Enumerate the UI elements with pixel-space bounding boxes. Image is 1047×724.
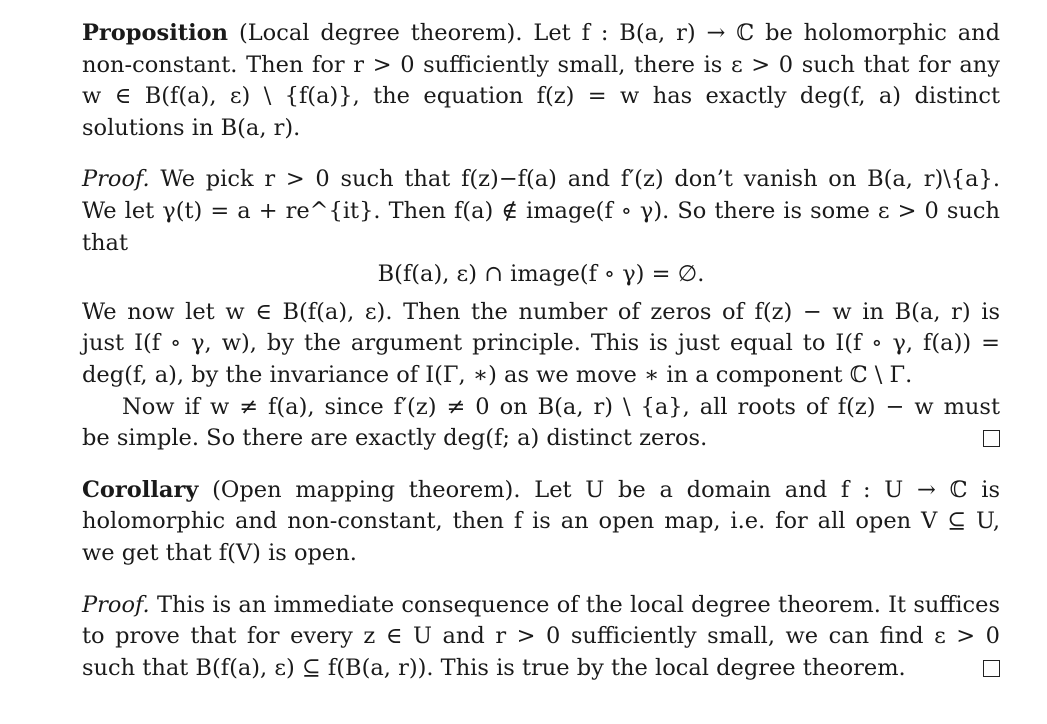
proposition-text: Let f : B(a, r) → ℂ be holomorphic and	[533, 20, 1001, 46]
corollary-label: Corollary	[82, 476, 199, 503]
proposition-block	[82, 18, 1000, 144]
proof1-line-4: We now let w ∈ B(f(a), ε). Then the number of zeros of f(z) − w in B(a, r) is	[82, 298, 1000, 325]
proof1-line-3: that	[82, 229, 128, 256]
display-equation: B(f(a), ε) ∩ image(f ∘ γ) = ∅.	[377, 261, 705, 288]
proof1-line-6: deg(f, a), by the invariance of I(Γ, ∗) as we move ∗ in a component ℂ \ Γ.	[82, 361, 913, 388]
proof-block-2	[82, 590, 1000, 685]
proof2-text: This is an immediate consequence of the local degree theorem. It suffices	[156, 591, 1001, 618]
corollary-line-2: holomorphic and non-constant, then f is an open map, i.e. for all open V ⊆ U,	[82, 508, 1000, 535]
proof1-label: Proof.	[82, 166, 150, 193]
proposition-line-4: solutions in B(a, r).	[82, 114, 301, 141]
qed-square-icon	[983, 430, 1000, 447]
proof2-line-2: to prove that for every z ∈ U and r > 0 sufficiently small, we can find ε > 0	[82, 623, 1000, 650]
qed-square-icon	[983, 660, 1000, 677]
corollary-line-3: we get that f(V) is open.	[82, 539, 357, 566]
proposition-line-2: non-constant. Then for r > 0 sufficiently small, there is ε > 0 such that for any	[82, 51, 1000, 78]
corollary-block	[82, 475, 1000, 570]
proof2-label: Proof.	[82, 591, 150, 618]
proof1-last-text: be simple. So there are exactly deg(f; a) distinct zeros.	[82, 425, 708, 452]
proof1-line-1	[82, 164, 1000, 196]
corollary-name: (Open mapping theorem).	[212, 476, 521, 503]
page-content	[82, 18, 1000, 684]
proof-block-1	[82, 164, 1000, 454]
proposition-line-1	[82, 18, 1000, 50]
proof1-line-5: just I(f ∘ γ, w), by the argument principle. This is just equal to I(f ∘ γ, f(a)) =	[82, 330, 1000, 357]
proposition-line-3: w ∈ B(f(a), ε) \ {f(a)}, the equation f(z) = w has exactly deg(f, a) distinct	[82, 83, 1000, 110]
proof2-line-1	[82, 590, 1000, 622]
proof2-last-text: such that B(f(a), ε) ⊆ f(B(a, r)). This is true by the local degree theorem.	[82, 654, 906, 681]
proof2-line-3	[82, 653, 1000, 685]
proof1-text: We pick r > 0 such that f(z)−f(a) and f′(z) don’t vanish on B(a, r)\{a}.	[160, 166, 1000, 193]
proof1-line-2: We let γ(t) = a + re^{it}. Then f(a) ∉ image(f ∘ γ). So there is some ε > 0 such	[82, 197, 1000, 224]
proof1-line-7: Now if w ≠ f(a), since f′(z) ≠ 0 on B(a, r) \ {a}, all roots of f(z) − w must	[122, 393, 1000, 420]
proposition-label: Proposition	[82, 20, 229, 46]
proposition-name: (Local degree theorem).	[238, 20, 523, 46]
proof1-line-8	[82, 423, 1000, 455]
corollary-text: Let U be a domain and f : U → ℂ is	[534, 476, 1001, 503]
corollary-line-1	[82, 475, 1000, 507]
